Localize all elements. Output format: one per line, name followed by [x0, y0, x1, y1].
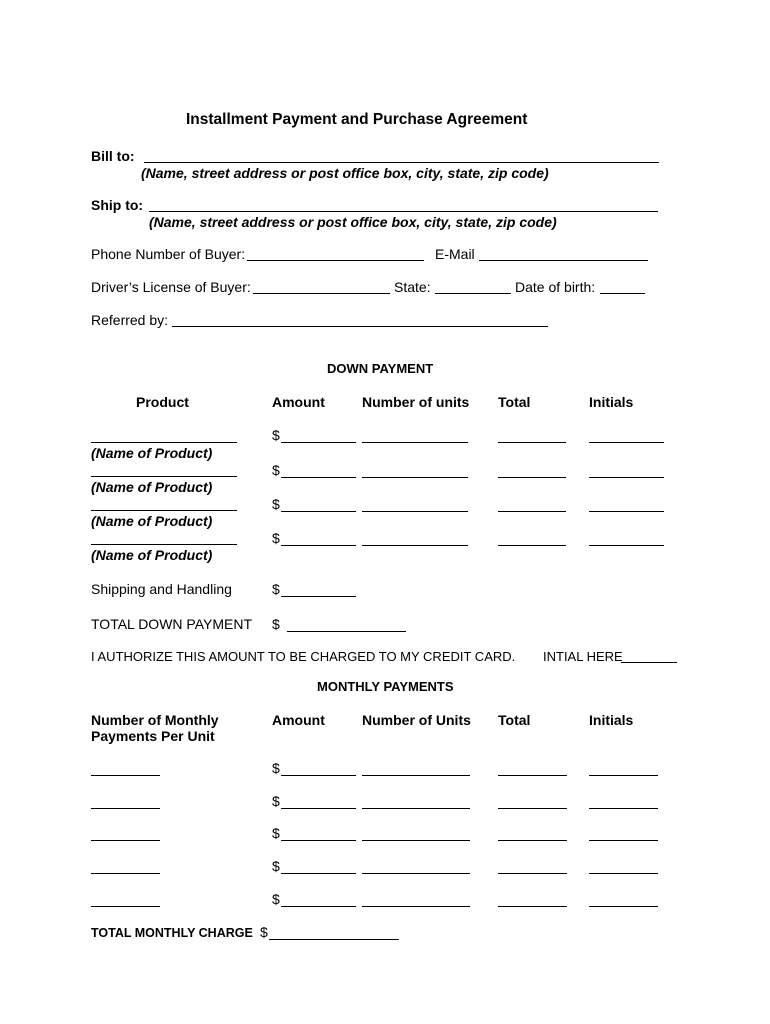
amount-field[interactable]	[281, 794, 356, 809]
phone-field[interactable]	[247, 245, 424, 261]
col-total: Total	[498, 394, 531, 410]
col-initials: Initials	[589, 394, 634, 410]
months-field[interactable]	[91, 794, 160, 809]
total-field[interactable]	[498, 428, 566, 443]
col-amount: Amount	[272, 394, 325, 410]
bill-to-hint: (Name, street address or post office box, city, state, zip code)	[141, 165, 549, 181]
ship-to-field[interactable]	[149, 196, 658, 212]
monthly-heading: MONTHLY PAYMENTS	[317, 679, 454, 694]
amount-field[interactable]	[281, 761, 356, 776]
units-field[interactable]	[362, 826, 470, 841]
product-hint: (Name of Product)	[91, 479, 213, 495]
col-product: Product	[136, 394, 189, 410]
currency-sign: $	[272, 530, 280, 546]
units-field[interactable]	[362, 497, 468, 512]
units-field[interactable]	[362, 859, 470, 874]
total-field[interactable]	[498, 826, 567, 841]
col-units: Number of Units	[362, 712, 471, 728]
months-field[interactable]	[91, 859, 160, 874]
dob-field[interactable]	[600, 278, 645, 294]
currency-sign: $	[272, 825, 280, 841]
initials-field[interactable]	[589, 794, 658, 809]
state-field[interactable]	[435, 278, 511, 294]
units-field[interactable]	[362, 794, 470, 809]
units-field[interactable]	[362, 892, 470, 907]
initials-field[interactable]	[589, 463, 664, 478]
units-field[interactable]	[362, 428, 468, 443]
shipping-label: Shipping and Handling	[91, 581, 232, 597]
total-down-field[interactable]	[287, 617, 406, 632]
amount-field[interactable]	[281, 497, 356, 512]
initials-field[interactable]	[589, 428, 664, 443]
amount-field[interactable]	[281, 531, 356, 546]
amount-field[interactable]	[281, 859, 356, 874]
amount-field[interactable]	[281, 826, 356, 841]
email-label: E-Mail	[435, 246, 475, 262]
product-hint: (Name of Product)	[91, 547, 213, 563]
currency-sign: $	[272, 760, 280, 776]
currency-sign: $	[272, 793, 280, 809]
referred-label: Referred by:	[91, 312, 169, 328]
months-field[interactable]	[91, 892, 160, 907]
units-field[interactable]	[362, 463, 468, 478]
product-hint: (Name of Product)	[91, 513, 213, 529]
currency-sign: $	[272, 496, 280, 512]
initials-field[interactable]	[589, 859, 658, 874]
initials-field[interactable]	[589, 826, 658, 841]
total-field[interactable]	[498, 531, 566, 546]
units-field[interactable]	[362, 761, 470, 776]
bill-to-field[interactable]	[144, 147, 659, 163]
col-amount: Amount	[272, 712, 325, 728]
initials-field[interactable]	[589, 531, 664, 546]
page-title: Installment Payment and Purchase Agreement	[186, 111, 528, 128]
product-name-field[interactable]	[91, 462, 237, 477]
col-total: Total	[498, 712, 531, 728]
total-field[interactable]	[498, 794, 567, 809]
down-payment-heading: DOWN PAYMENT	[327, 361, 434, 376]
amount-field[interactable]	[281, 463, 356, 478]
initial-here-field[interactable]	[621, 649, 677, 663]
ship-to-label: Ship to:	[91, 197, 144, 213]
initials-field[interactable]	[589, 497, 664, 512]
referred-field[interactable]	[172, 311, 548, 327]
months-field[interactable]	[91, 761, 160, 776]
col-months: Number of Monthly	[91, 712, 219, 728]
total-field[interactable]	[498, 761, 567, 776]
bill-to-label: Bill to:	[91, 148, 135, 164]
total-field[interactable]	[498, 463, 566, 478]
currency-sign: $	[272, 891, 280, 907]
amount-field[interactable]	[281, 892, 356, 907]
col-months-2: Payments Per Unit	[91, 728, 215, 744]
ship-to-hint: (Name, street address or post office box, city, state, zip code)	[149, 214, 557, 230]
currency-sign: $	[272, 462, 280, 478]
total-field[interactable]	[498, 497, 566, 512]
total-monthly-label: TOTAL MONTHLY CHARGE	[91, 926, 253, 940]
col-units: Number of units	[362, 394, 470, 410]
currency-sign: $	[260, 924, 268, 940]
total-monthly-field[interactable]	[269, 925, 399, 940]
months-field[interactable]	[91, 826, 160, 841]
total-down-label: TOTAL DOWN PAYMENT	[91, 616, 253, 632]
product-name-field[interactable]	[91, 496, 237, 511]
total-field[interactable]	[498, 892, 567, 907]
initials-field[interactable]	[589, 761, 658, 776]
amount-field[interactable]	[281, 428, 356, 443]
license-label: Driver’s License of Buyer:	[91, 279, 251, 295]
authorize-text: I AUTHORIZE THIS AMOUNT TO BE CHARGED TO MY CREDIT CARD.	[91, 649, 516, 664]
currency-sign: $	[272, 581, 280, 597]
shipping-amount-field[interactable]	[281, 582, 356, 597]
product-name-field[interactable]	[91, 530, 237, 545]
initial-here-label: INTIAL HERE	[543, 649, 623, 664]
currency-sign: $	[272, 427, 280, 443]
currency-sign: $	[272, 858, 280, 874]
product-hint: (Name of Product)	[91, 445, 213, 461]
product-name-field[interactable]	[91, 428, 237, 443]
license-field[interactable]	[253, 278, 390, 294]
total-field[interactable]	[498, 859, 567, 874]
initials-field[interactable]	[589, 892, 658, 907]
state-label: State:	[394, 279, 431, 295]
currency-sign: $	[272, 616, 280, 632]
units-field[interactable]	[362, 531, 468, 546]
col-initials: Initials	[589, 712, 634, 728]
dob-label: Date of birth:	[515, 279, 596, 295]
phone-label: Phone Number of Buyer:	[91, 246, 246, 262]
email-field[interactable]	[479, 245, 648, 261]
